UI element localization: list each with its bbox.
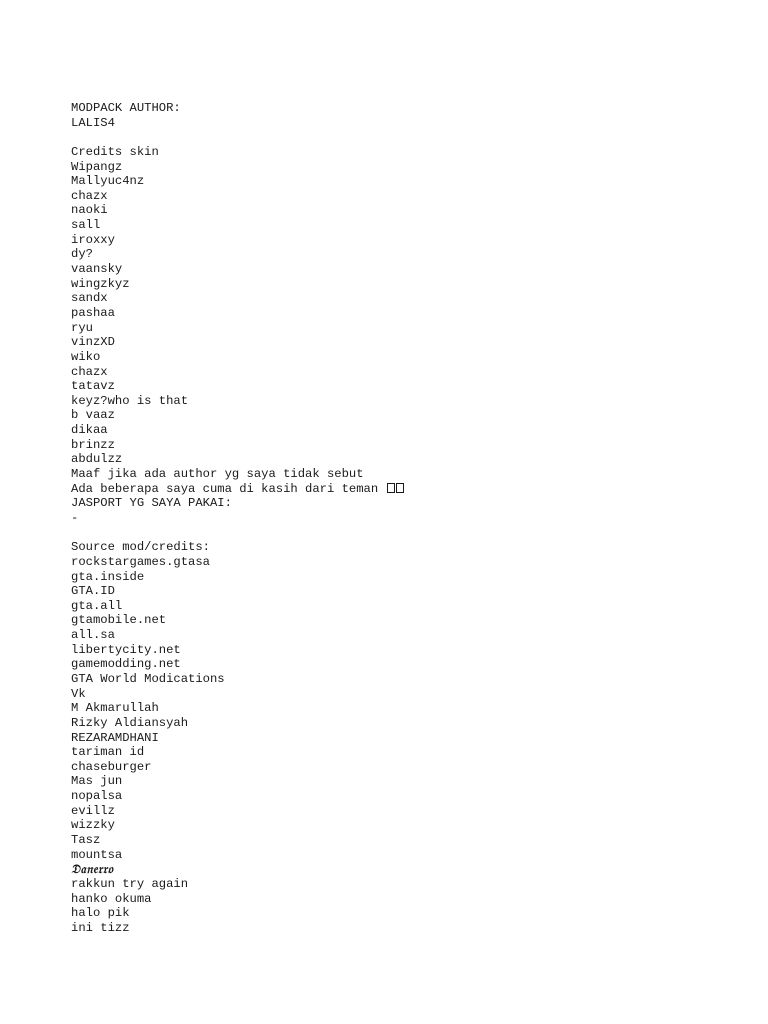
stylized-credit-name: 𝔇𝔞𝔫𝔢𝔯𝔯𝔬 (71, 862, 114, 877)
source-credit-name: GTA World Modications (71, 671, 225, 686)
source-credit-name: M Akmarullah (71, 701, 159, 716)
source-credits-heading: Source mod/credits: (71, 540, 210, 555)
source-credit-name: wizzky (71, 818, 115, 833)
source-credit-name: mountsa (71, 847, 123, 862)
source-credit-name: halo pik (71, 906, 130, 921)
source-credit-name: ini tizz (71, 920, 130, 935)
apology-text: Maaf jika ada author yg saya tidak sebut (71, 467, 364, 482)
skin-credit-name: abdulzz (71, 452, 123, 467)
skin-credit-name: sandx (71, 291, 108, 306)
source-credits-list (71, 555, 751, 862)
skin-credit-name: keyz?who is that (71, 393, 189, 408)
skin-credit-name: tatavz (71, 379, 115, 394)
source-credit-name: Tasz (71, 833, 101, 848)
document-page (71, 101, 751, 936)
author-name: LALIS4 (71, 115, 115, 130)
skin-credit-name: wingzkyz (71, 276, 130, 291)
jasport-heading: JASPORT YG SAYA PAKAI: (71, 496, 232, 511)
source-credit-name: gamemodding.net (71, 657, 181, 672)
jasport-value: - (71, 510, 79, 525)
unrendered-emoji-glyph-icon (396, 483, 404, 493)
blank-line (71, 130, 751, 145)
skin-credit-name: chazx (71, 188, 108, 203)
skin-credit-name: vaansky (71, 262, 123, 277)
skin-credit-name: dy? (71, 247, 93, 262)
skin-credit-name: chazx (71, 364, 108, 379)
blank-line (71, 526, 751, 541)
author-heading: MODPACK AUTHOR: (71, 101, 181, 115)
friend-note (71, 482, 751, 497)
unrendered-emoji-glyph-icon (387, 483, 395, 493)
skin-credit-name: ryu (71, 320, 93, 335)
source-credit-name: rakkun try again (71, 876, 189, 891)
source-credit-name: Rizky Aldiansyah (71, 715, 189, 730)
skin-credit-name: naoki (71, 203, 108, 218)
skin-credit-name: iroxxy (71, 232, 115, 247)
skin-credit-name: wiko (71, 349, 101, 364)
source-credit-name: chaseburger (71, 759, 152, 774)
skin-credit-name: Wipangz (71, 159, 123, 174)
source-credit-name: nopalsa (71, 789, 123, 804)
skin-credit-name: b vaaz (71, 408, 115, 423)
source-credit-name: Mas jun (71, 774, 123, 789)
source-credit-name: GTA.ID (71, 584, 115, 599)
source-credit-name: gta.all (71, 598, 123, 613)
source-credit-name: Vk (71, 686, 86, 701)
skin-credit-name: brinzz (71, 437, 115, 452)
source-credits-list-continued (71, 877, 751, 936)
source-credit-name: tariman id (71, 745, 145, 760)
source-credit-name: evillz (71, 803, 115, 818)
skin-credit-name: dikaa (71, 423, 108, 438)
source-credit-name: libertycity.net (71, 642, 181, 657)
skin-credit-name: Mallyuc4nz (71, 174, 145, 189)
skin-credit-name: vinzXD (71, 335, 115, 350)
skin-credit-name: sall (71, 218, 101, 233)
source-credit-name: rockstargames.gtasa (71, 554, 210, 569)
source-credit-name: gtamobile.net (71, 613, 167, 628)
source-credit-name: all.sa (71, 628, 115, 643)
skin-credits-list (71, 160, 751, 467)
skin-credits-heading: Credits skin (71, 144, 159, 159)
source-credit-name: REZARAMDHANI (71, 730, 159, 745)
skin-credit-name: pashaa (71, 305, 115, 320)
friend-note-text: Ada beberapa saya cuma di kasih dari teman (71, 481, 379, 496)
source-credit-name: gta.inside (71, 569, 145, 584)
source-credit-name: hanko okuma (71, 891, 152, 906)
